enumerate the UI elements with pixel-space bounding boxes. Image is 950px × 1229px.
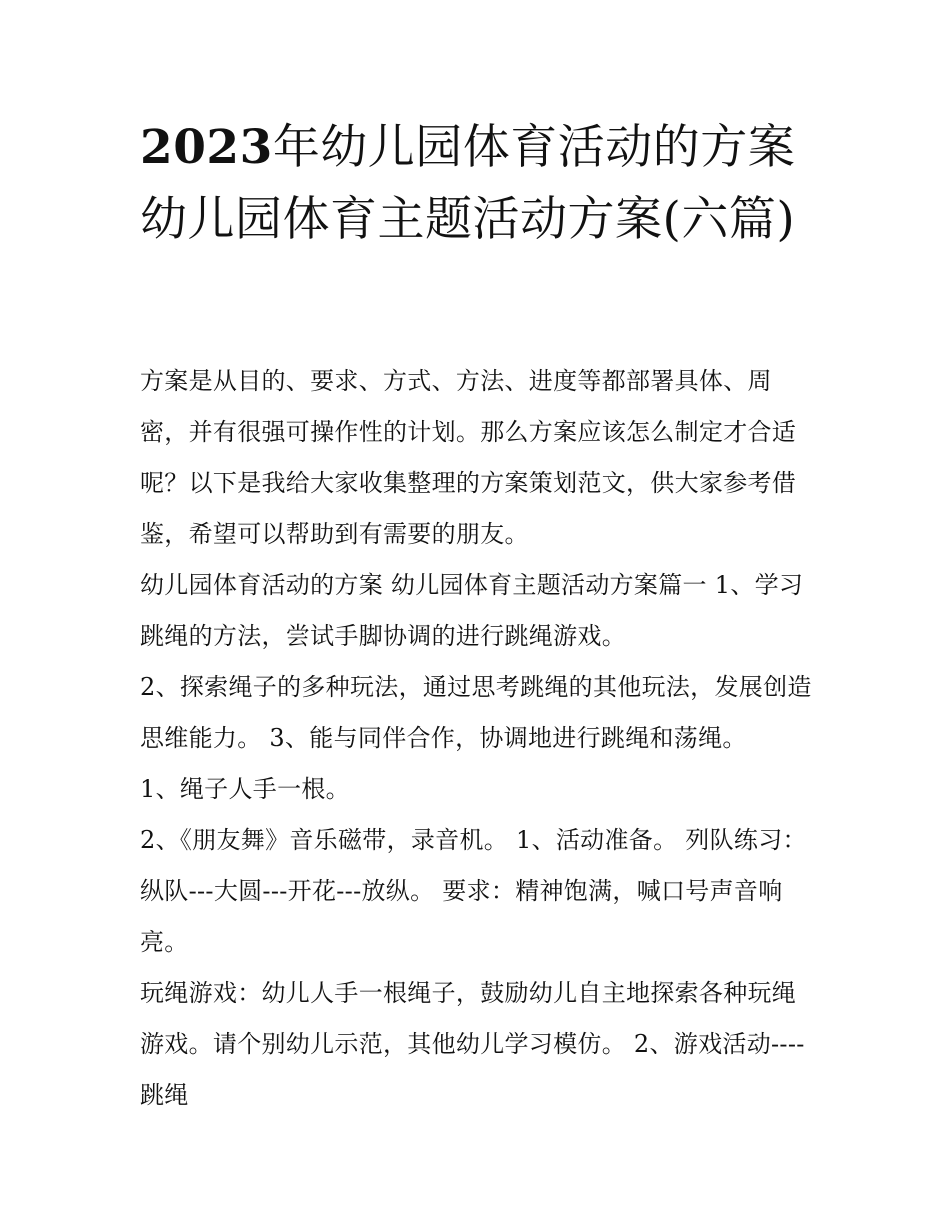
paragraph-prep-2: 2、《朋友舞》音乐磁带，录音机。 1、活动准备。 列队练习：纵队---大圆---开花---放纵。 要求：精神饱满，喊口号声音响亮。 bbox=[140, 826, 807, 956]
title-year: 2023 bbox=[140, 120, 273, 175]
document-body bbox=[140, 356, 820, 1121]
paragraph-intro: 方案是从目的、要求、方式、方法、进度等都部署具体、周密，并有很强可操作性的计划。那么方案应该怎么制定才合适呢？以下是我给大家收集整理的方案策划范文，供大家参考借鉴，希望可以帮助到有需要的朋友。 bbox=[140, 367, 797, 548]
document-title bbox=[140, 112, 820, 256]
paragraph-prep-1: 1、绳子人手一根。 bbox=[140, 775, 350, 803]
title-text: 年幼儿园体育活动的方案幼儿园体育主题活动方案(六篇) bbox=[140, 120, 796, 247]
paragraph-game: 玩绳游戏：幼儿人手一根绳子，鼓励幼儿自主地探索各种玩绳游戏。请个别幼儿示范，其他幼儿学习模仿。 2、游戏活动----跳绳 bbox=[140, 979, 805, 1109]
paragraph-goal-1: 幼儿园体育活动的方案 幼儿园体育主题活动方案篇一 1、学习跳绳的方法，尝试手脚协调的进行跳绳游戏。 bbox=[140, 571, 804, 650]
paragraph-goal-2-3: 2、探索绳子的多种玩法，通过思考跳绳的其他玩法，发展创造思维能力。 3、能与同伴合作，协调地进行跳绳和荡绳。 bbox=[140, 673, 812, 752]
